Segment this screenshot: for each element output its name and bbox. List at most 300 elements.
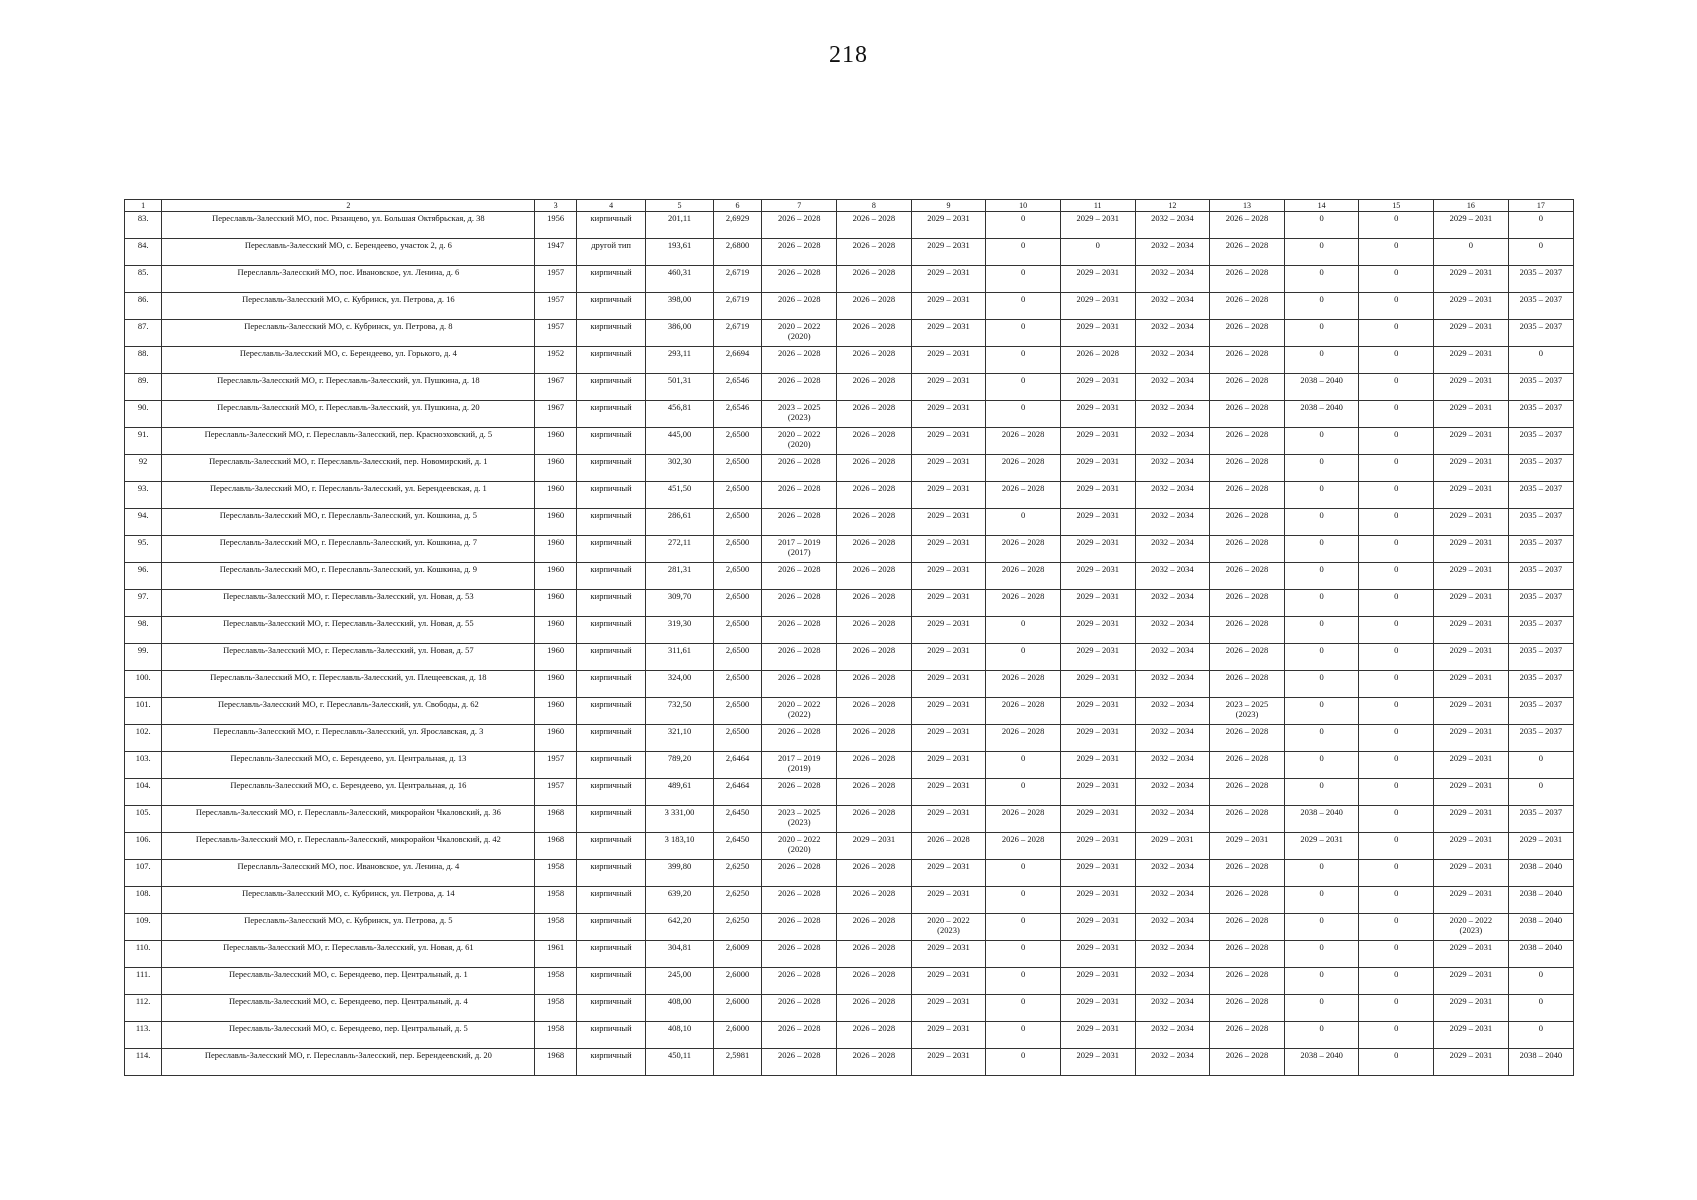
cell-subline: (2019) [787, 763, 811, 773]
table-cell-col-13: 2026 – 2028 [1210, 293, 1285, 320]
table-cell-col-12: 2032 – 2034 [1135, 644, 1210, 671]
table-cell-col-16: 2029 – 2031 [1434, 293, 1509, 320]
table-cell-col-15: 0 [1359, 995, 1434, 1022]
housing-table [124, 199, 1574, 1076]
table-cell-col-9: 2026 – 2028 [911, 833, 986, 860]
table-cell-col-14: 2029 – 2031 [1284, 833, 1359, 860]
table-cell-col-5: 456,81 [646, 401, 713, 428]
cell-line: 2023 – 2025 [777, 807, 821, 817]
table-cell-col-16: 2029 – 2031 [1434, 644, 1509, 671]
table-cell-col-8: 2026 – 2028 [837, 536, 912, 563]
table-cell-col-6: 2,6500 [713, 617, 762, 644]
table-cell-col-14: 0 [1284, 698, 1359, 725]
table-cell-col-6: 2,6500 [713, 509, 762, 536]
table-cell-col-12: 2032 – 2034 [1135, 968, 1210, 995]
column-header-9: 9 [911, 200, 986, 212]
table-cell-col-11: 2029 – 2031 [1060, 374, 1135, 401]
table-cell-col-7: 2026 – 2028 [762, 887, 837, 914]
table-cell-col-9: 2029 – 2031 [911, 644, 986, 671]
table-cell-col-9: 2029 – 2031 [911, 266, 986, 293]
table-cell-col-16: 2029 – 2031 [1434, 1049, 1509, 1076]
table-cell-col-11: 2029 – 2031 [1060, 860, 1135, 887]
table-cell-col-12: 2032 – 2034 [1135, 482, 1210, 509]
table-cell-col-1: 94. [125, 509, 162, 536]
table-cell-col-5: 293,11 [646, 347, 713, 374]
table-cell-col-9: 2029 – 2031 [911, 212, 986, 239]
table-cell-col-16: 2029 – 2031 [1434, 212, 1509, 239]
table-cell-col-13: 2026 – 2028 [1210, 239, 1285, 266]
table-cell-col-8: 2026 – 2028 [837, 806, 912, 833]
table-cell-col-5: 408,00 [646, 995, 713, 1022]
table-row [125, 995, 1574, 1022]
table-cell-col-5: 304,81 [646, 941, 713, 968]
table-cell-col-9: 2029 – 2031 [911, 563, 986, 590]
table-cell-col-1: 102. [125, 725, 162, 752]
table-cell-col-16: 2029 – 2031 [1434, 266, 1509, 293]
table-cell-col-6: 2,6250 [713, 860, 762, 887]
table-cell-col-15: 0 [1359, 428, 1434, 455]
table-cell-col-10: 2026 – 2028 [986, 671, 1061, 698]
table-cell-col-6: 2,6500 [713, 455, 762, 482]
table-cell-col-13: 2026 – 2028 [1210, 914, 1285, 941]
table-cell-col-4: кирпичный [576, 563, 645, 590]
table-cell-col-2: Переславль-Залесский МО, г. Переславль-Залесский, пер. Новомирский, д. 1 [162, 455, 535, 482]
table-cell-col-7: 2026 – 2028 [762, 671, 837, 698]
table-cell-col-1: 100. [125, 671, 162, 698]
table-cell-col-6: 2,6250 [713, 887, 762, 914]
table-cell-col-13: 2026 – 2028 [1210, 347, 1285, 374]
table-cell-col-10: 0 [986, 644, 1061, 671]
cell-line: 2017 – 2019 [777, 537, 821, 547]
table-cell-col-16: 2029 – 2031 [1434, 401, 1509, 428]
cell-subline: (2023) [787, 412, 811, 422]
table-cell-col-15: 0 [1359, 1049, 1434, 1076]
table-cell-col-14: 0 [1284, 941, 1359, 968]
table-cell-col-1: 92 [125, 455, 162, 482]
table-cell-col-4: кирпичный [576, 428, 645, 455]
table-cell-col-2: Переславль-Залесский МО, пос. Рязанцево, ул. Большая Октябрьская, д. 38 [162, 212, 535, 239]
table-cell-col-7 [762, 536, 837, 563]
table-cell-col-1: 103. [125, 752, 162, 779]
table-cell-col-12: 2032 – 2034 [1135, 860, 1210, 887]
table-row [125, 590, 1574, 617]
table-cell-col-6: 2,6500 [713, 482, 762, 509]
page-number: 218 [829, 42, 868, 68]
table-cell-col-11: 2029 – 2031 [1060, 401, 1135, 428]
table-row [125, 1022, 1574, 1049]
table-cell-col-9: 2029 – 2031 [911, 455, 986, 482]
table-cell-col-2: Переславль-Залесский МО, с. Берендеево, пер. Центральный, д. 1 [162, 968, 535, 995]
table-cell-col-17: 2035 – 2037 [1508, 563, 1573, 590]
table-header [125, 200, 1574, 212]
table-cell-col-6: 2,6450 [713, 806, 762, 833]
table-cell-col-1: 89. [125, 374, 162, 401]
table-cell-col-5: 324,00 [646, 671, 713, 698]
table-cell-col-15: 0 [1359, 320, 1434, 347]
table-cell-col-11: 2029 – 2031 [1060, 617, 1135, 644]
table-cell-col-11: 2029 – 2031 [1060, 968, 1135, 995]
table-cell-col-7: 2026 – 2028 [762, 563, 837, 590]
table-cell-col-3: 1958 [535, 1022, 576, 1049]
table-cell-col-11: 2029 – 2031 [1060, 590, 1135, 617]
table-cell-col-17: 2035 – 2037 [1508, 509, 1573, 536]
table-cell-col-11: 2029 – 2031 [1060, 941, 1135, 968]
table-cell-col-13: 2026 – 2028 [1210, 212, 1285, 239]
table-cell-col-5: 321,10 [646, 725, 713, 752]
table-cell-col-16: 2029 – 2031 [1434, 968, 1509, 995]
table-cell-col-14: 0 [1284, 482, 1359, 509]
table-cell-col-10: 0 [986, 1049, 1061, 1076]
table-cell-col-10: 2026 – 2028 [986, 563, 1061, 590]
cell-subline: (2022) [787, 709, 811, 719]
column-header-14: 14 [1284, 200, 1359, 212]
table-cell-col-9: 2029 – 2031 [911, 1049, 986, 1076]
column-header-12: 12 [1135, 200, 1210, 212]
table-cell-col-9: 2029 – 2031 [911, 320, 986, 347]
cell-line: 2023 – 2025 [777, 402, 821, 412]
table-cell-col-1: 99. [125, 644, 162, 671]
column-header-10: 10 [986, 200, 1061, 212]
table-cell-col-5: 193,61 [646, 239, 713, 266]
table-cell-col-2: Переславль-Залесский МО, пос. Ивановское, ул. Ленина, д. 6 [162, 266, 535, 293]
table-cell-col-2: Переславль-Залесский МО, с. Кубринск, ул. Петрова, д. 14 [162, 887, 535, 914]
table-cell-col-11: 2029 – 2031 [1060, 428, 1135, 455]
table-cell-col-3: 1947 [535, 239, 576, 266]
table-cell-col-17: 2035 – 2037 [1508, 293, 1573, 320]
table-cell-col-11: 2029 – 2031 [1060, 212, 1135, 239]
table-cell-col-14: 0 [1284, 536, 1359, 563]
table-cell-col-15: 0 [1359, 536, 1434, 563]
table-cell-col-14: 0 [1284, 455, 1359, 482]
column-header-11: 11 [1060, 200, 1135, 212]
table-cell-col-4: другой тип [576, 239, 645, 266]
table-cell-col-14: 0 [1284, 563, 1359, 590]
table-cell-col-13: 2029 – 2031 [1210, 833, 1285, 860]
table-cell-col-3: 1968 [535, 806, 576, 833]
table-cell-col-13: 2026 – 2028 [1210, 509, 1285, 536]
table-cell-col-1: 110. [125, 941, 162, 968]
table-cell-col-9: 2029 – 2031 [911, 401, 986, 428]
table-cell-col-4: кирпичный [576, 509, 645, 536]
table-cell-col-10: 0 [986, 941, 1061, 968]
table-cell-col-14: 0 [1284, 887, 1359, 914]
table-cell-col-10: 0 [986, 914, 1061, 941]
table-cell-col-14: 0 [1284, 644, 1359, 671]
table-cell-col-9: 2029 – 2031 [911, 968, 986, 995]
table-cell-col-3: 1967 [535, 374, 576, 401]
table-cell-col-11: 2029 – 2031 [1060, 914, 1135, 941]
table-cell-col-9: 2029 – 2031 [911, 779, 986, 806]
table-cell-col-1: 113. [125, 1022, 162, 1049]
table-cell-col-8: 2026 – 2028 [837, 482, 912, 509]
table-cell-col-17: 2029 – 2031 [1508, 833, 1573, 860]
table-cell-col-16: 2029 – 2031 [1434, 698, 1509, 725]
table-cell-col-6: 2,6929 [713, 212, 762, 239]
table-cell-col-7: 2026 – 2028 [762, 617, 837, 644]
table-cell-col-3: 1958 [535, 968, 576, 995]
table-cell-col-5: 319,30 [646, 617, 713, 644]
table-cell-col-1: 106. [125, 833, 162, 860]
table-cell-col-16: 2029 – 2031 [1434, 374, 1509, 401]
table-cell-col-2: Переславль-Залесский МО, г. Переславль-Залесский, ул. Новая, д. 57 [162, 644, 535, 671]
table-cell-col-4: кирпичный [576, 725, 645, 752]
table-cell-col-5: 386,00 [646, 320, 713, 347]
table-cell-col-7: 2026 – 2028 [762, 212, 837, 239]
table-cell-col-16: 2029 – 2031 [1434, 536, 1509, 563]
table-cell-col-14: 0 [1284, 671, 1359, 698]
table-cell-col-10: 0 [986, 995, 1061, 1022]
table-cell-col-10: 0 [986, 752, 1061, 779]
table-cell-col-5: 639,20 [646, 887, 713, 914]
table-cell-col-7: 2026 – 2028 [762, 860, 837, 887]
table-cell-col-5: 309,70 [646, 590, 713, 617]
table-cell-col-6: 2,6500 [713, 590, 762, 617]
table-cell-col-4: кирпичный [576, 752, 645, 779]
table-row [125, 887, 1574, 914]
table-cell-col-12: 2032 – 2034 [1135, 1022, 1210, 1049]
table-cell-col-5: 3 331,00 [646, 806, 713, 833]
table-row [125, 833, 1574, 860]
table-cell-col-7 [762, 401, 837, 428]
table-cell-col-12: 2032 – 2034 [1135, 401, 1210, 428]
table-cell-col-2: Переславль-Залесский МО, с. Берендеево, ул. Центральная, д. 16 [162, 779, 535, 806]
table-cell-col-15: 0 [1359, 833, 1434, 860]
table-cell-col-11: 2029 – 2031 [1060, 671, 1135, 698]
column-header-15: 15 [1359, 200, 1434, 212]
table-cell-col-13: 2026 – 2028 [1210, 779, 1285, 806]
table-row [125, 266, 1574, 293]
table-cell-col-13: 2026 – 2028 [1210, 401, 1285, 428]
table-cell-col-7: 2026 – 2028 [762, 941, 837, 968]
table-cell-col-17: 2038 – 2040 [1508, 860, 1573, 887]
table-cell-col-4: кирпичный [576, 698, 645, 725]
table-cell-col-8: 2026 – 2028 [837, 266, 912, 293]
table-cell-col-17: 0 [1508, 995, 1573, 1022]
table-cell-col-7: 2026 – 2028 [762, 644, 837, 671]
table-cell-col-1: 105. [125, 806, 162, 833]
table-cell-col-16: 2029 – 2031 [1434, 779, 1509, 806]
table-cell-col-9: 2029 – 2031 [911, 239, 986, 266]
table-cell-col-11: 2029 – 2031 [1060, 509, 1135, 536]
table-cell-col-3: 1952 [535, 347, 576, 374]
table-cell-col-5: 399,80 [646, 860, 713, 887]
table-cell-col-4: кирпичный [576, 266, 645, 293]
table-cell-col-3: 1958 [535, 995, 576, 1022]
table-cell-col-2: Переславль-Залесский МО, с. Берендеево, ул. Центральная, д. 13 [162, 752, 535, 779]
table-cell-col-2: Переславль-Залесский МО, г. Переславль-Залесский, микрорайон Чкаловский, д. 36 [162, 806, 535, 833]
table-cell-col-3: 1958 [535, 860, 576, 887]
cell-subline: (2023) [787, 817, 811, 827]
table-cell-col-7 [762, 806, 837, 833]
table-cell-col-13: 2026 – 2028 [1210, 644, 1285, 671]
table-cell-col-11: 2029 – 2031 [1060, 995, 1135, 1022]
table-cell-col-10: 2026 – 2028 [986, 536, 1061, 563]
table-cell-col-5: 450,11 [646, 1049, 713, 1076]
table-cell-col-3: 1960 [535, 671, 576, 698]
table-cell-col-3: 1960 [535, 563, 576, 590]
table-cell-col-6: 2,6009 [713, 941, 762, 968]
table-cell-col-8: 2026 – 2028 [837, 752, 912, 779]
table-cell-col-17: 2035 – 2037 [1508, 671, 1573, 698]
table-cell-col-7: 2026 – 2028 [762, 779, 837, 806]
table-cell-col-1: 111. [125, 968, 162, 995]
table-row [125, 455, 1574, 482]
table-cell-col-2: Переславль-Залесский МО, г. Переславль-Залесский, микрорайон Чкаловский, д. 42 [162, 833, 535, 860]
table-cell-col-12: 2032 – 2034 [1135, 914, 1210, 941]
column-header-8: 8 [837, 200, 912, 212]
table-cell-col-5: 272,11 [646, 536, 713, 563]
table-cell-col-11: 2029 – 2031 [1060, 266, 1135, 293]
table-cell-col-9: 2029 – 2031 [911, 698, 986, 725]
table-cell-col-16: 2029 – 2031 [1434, 590, 1509, 617]
table-cell-col-13: 2026 – 2028 [1210, 563, 1285, 590]
table-cell-col-12: 2032 – 2034 [1135, 212, 1210, 239]
column-header-5: 5 [646, 200, 713, 212]
table-cell-col-3: 1960 [535, 725, 576, 752]
table-row [125, 347, 1574, 374]
table-cell-col-14: 0 [1284, 320, 1359, 347]
table-cell-col-3: 1960 [535, 698, 576, 725]
table-cell-col-17: 2035 – 2037 [1508, 698, 1573, 725]
table-cell-col-15: 0 [1359, 806, 1434, 833]
table-cell-col-17: 0 [1508, 347, 1573, 374]
header-row [125, 200, 1574, 212]
table-cell-col-3: 1958 [535, 887, 576, 914]
table-cell-col-10: 2026 – 2028 [986, 455, 1061, 482]
table-cell-col-15: 0 [1359, 1022, 1434, 1049]
table-cell-col-10: 0 [986, 320, 1061, 347]
table-cell-col-15: 0 [1359, 644, 1434, 671]
table-cell-col-3: 1956 [535, 212, 576, 239]
table-cell-col-14: 0 [1284, 1022, 1359, 1049]
table-row [125, 617, 1574, 644]
table-cell-col-9: 2029 – 2031 [911, 752, 986, 779]
table-cell-col-13: 2026 – 2028 [1210, 374, 1285, 401]
table-cell-col-6: 2,6719 [713, 266, 762, 293]
column-header-4: 4 [576, 200, 645, 212]
table-cell-col-10: 0 [986, 617, 1061, 644]
cell-line: 2020 – 2022 [777, 321, 821, 331]
table-cell-col-16: 2029 – 2031 [1434, 671, 1509, 698]
table-cell-col-14: 2038 – 2040 [1284, 374, 1359, 401]
table-cell-col-17: 0 [1508, 212, 1573, 239]
table-cell-col-7 [762, 698, 837, 725]
table-cell-col-13: 2026 – 2028 [1210, 1049, 1285, 1076]
table-cell-col-16: 2029 – 2031 [1434, 806, 1509, 833]
column-header-2: 2 [162, 200, 535, 212]
table-cell-col-14: 0 [1284, 347, 1359, 374]
table-cell-col-13: 2026 – 2028 [1210, 482, 1285, 509]
table-row [125, 671, 1574, 698]
table-cell-col-13: 2026 – 2028 [1210, 887, 1285, 914]
table-cell-col-6: 2,6464 [713, 779, 762, 806]
cell-line: 2017 – 2019 [777, 753, 821, 763]
table-cell-col-6: 2,6500 [713, 725, 762, 752]
table-row [125, 401, 1574, 428]
table-cell-col-10: 0 [986, 860, 1061, 887]
table-cell-col-10: 0 [986, 509, 1061, 536]
table-cell-col-5: 311,61 [646, 644, 713, 671]
table-cell-col-17: 2035 – 2037 [1508, 482, 1573, 509]
table-cell-col-4: кирпичный [576, 1049, 645, 1076]
table-cell-col-5: 201,11 [646, 212, 713, 239]
table-cell-col-16: 2029 – 2031 [1434, 752, 1509, 779]
table-cell-col-15: 0 [1359, 563, 1434, 590]
table-cell-col-8: 2026 – 2028 [837, 212, 912, 239]
table-cell-col-2: Переславль-Залесский МО, г. Переславль-Залесский, ул. Ярославская, д. 3 [162, 725, 535, 752]
table-cell-col-3: 1960 [535, 590, 576, 617]
table-cell-col-9: 2029 – 2031 [911, 347, 986, 374]
table-cell-col-6: 2,6546 [713, 374, 762, 401]
table-cell-col-17: 2035 – 2037 [1508, 455, 1573, 482]
table-cell-col-11: 2029 – 2031 [1060, 1022, 1135, 1049]
table-cell-col-13: 2026 – 2028 [1210, 1022, 1285, 1049]
table-cell-col-10: 2026 – 2028 [986, 698, 1061, 725]
table-cell-col-1: 87. [125, 320, 162, 347]
table-cell-col-5: 460,31 [646, 266, 713, 293]
table-cell-col-14: 0 [1284, 239, 1359, 266]
table-cell-col-8: 2026 – 2028 [837, 779, 912, 806]
table-cell-col-9: 2029 – 2031 [911, 374, 986, 401]
table-cell-col-8: 2026 – 2028 [837, 644, 912, 671]
table-cell-col-14: 0 [1284, 617, 1359, 644]
column-header-3: 3 [535, 200, 576, 212]
table-cell-col-8: 2026 – 2028 [837, 293, 912, 320]
table-cell-col-3: 1960 [535, 644, 576, 671]
table-cell-col-2: Переславль-Залесский МО, г. Переславль-Залесский, пер. Красноэховский, д. 5 [162, 428, 535, 455]
table-cell-col-17: 0 [1508, 239, 1573, 266]
table-cell-col-2: Переславль-Залесский МО, г. Переславль-Залесский, ул. Берендеевская, д. 1 [162, 482, 535, 509]
table-cell-col-5: 3 183,10 [646, 833, 713, 860]
table-cell-col-2: Переславль-Залесский МО, с. Кубринск, ул. Петрова, д. 8 [162, 320, 535, 347]
table-cell-col-7: 2026 – 2028 [762, 266, 837, 293]
table-cell-col-6: 2,6719 [713, 320, 762, 347]
table-cell-col-7: 2026 – 2028 [762, 968, 837, 995]
table-cell-col-9: 2029 – 2031 [911, 806, 986, 833]
table-cell-col-7 [762, 320, 837, 347]
table-cell-col-8: 2026 – 2028 [837, 347, 912, 374]
table-cell-col-12: 2032 – 2034 [1135, 887, 1210, 914]
table-cell-col-5: 408,10 [646, 1022, 713, 1049]
table-cell-col-1: 88. [125, 347, 162, 374]
table-cell-col-14: 0 [1284, 752, 1359, 779]
table-cell-col-4: кирпичный [576, 455, 645, 482]
table-cell-col-1: 85. [125, 266, 162, 293]
table-row [125, 374, 1574, 401]
table-cell-col-6: 2,6000 [713, 1022, 762, 1049]
table-cell-col-2: Переславль-Залесский МО, г. Переславль-Залесский, ул. Кошкина, д. 7 [162, 536, 535, 563]
table-cell-col-4: кирпичный [576, 779, 645, 806]
table-cell-col-10: 2026 – 2028 [986, 590, 1061, 617]
cell-line: 2020 – 2022 [1449, 915, 1493, 925]
table-cell-col-15: 0 [1359, 671, 1434, 698]
table-cell-col-7 [762, 428, 837, 455]
table-row [125, 968, 1574, 995]
table-cell-col-10: 0 [986, 293, 1061, 320]
table-cell-col-10: 0 [986, 266, 1061, 293]
table-cell-col-9: 2029 – 2031 [911, 428, 986, 455]
table-cell-col-12: 2029 – 2031 [1135, 833, 1210, 860]
table-cell-col-13: 2026 – 2028 [1210, 860, 1285, 887]
table-cell-col-3: 1968 [535, 833, 576, 860]
table-cell-col-9: 2029 – 2031 [911, 293, 986, 320]
table-cell-col-9: 2029 – 2031 [911, 536, 986, 563]
table-cell-col-8: 2026 – 2028 [837, 239, 912, 266]
table-cell-col-6: 2,6500 [713, 698, 762, 725]
table-cell-col-2: Переславль-Залесский МО, г. Переславль-Залесский, ул. Новая, д. 55 [162, 617, 535, 644]
table-cell-col-4: кирпичный [576, 887, 645, 914]
table-cell-col-13: 2026 – 2028 [1210, 995, 1285, 1022]
